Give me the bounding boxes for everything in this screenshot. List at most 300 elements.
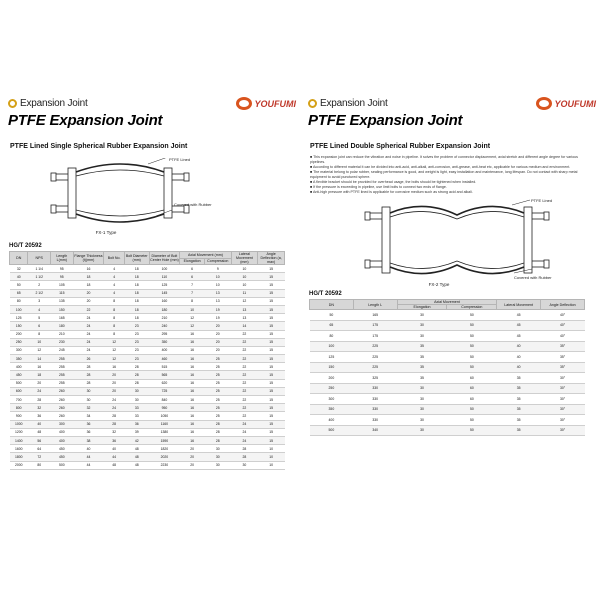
- table-cell: 110: [149, 273, 180, 281]
- table-cell: 20: [104, 387, 125, 395]
- table-cell: 25: [204, 412, 231, 420]
- table-cell: 1050: [149, 412, 180, 420]
- table-cell: 16: [180, 338, 205, 346]
- table-cell: 4: [28, 305, 51, 313]
- table-cell: 38: [73, 436, 104, 444]
- table-cell: 20: [73, 289, 104, 297]
- table-cell: 13: [204, 297, 231, 305]
- table-row: [10, 289, 285, 297]
- table-row: [10, 445, 285, 453]
- right-table-body: [310, 310, 585, 436]
- table-cell: 10: [204, 281, 231, 289]
- table-row: [10, 346, 285, 354]
- table-cell: 30: [397, 394, 447, 405]
- table-cell: 6: [180, 265, 205, 273]
- right-diagram-caption: FX-2 Type: [428, 282, 450, 287]
- left-col-bolt-center: Diameter of Bolt Center Hole (mm): [149, 252, 180, 265]
- table-cell: 60: [447, 383, 497, 394]
- left-col-flange-thickness: Flange Thickness (t)(mm): [73, 252, 104, 265]
- table-cell: 22: [231, 363, 258, 371]
- table-cell: 24: [73, 330, 104, 338]
- table-cell: 180: [149, 305, 180, 313]
- feature-text: If the pressure is exceeding in pipeline, use limit bolts to connect two ends of flange.: [313, 185, 447, 189]
- table-cell: 16: [180, 396, 205, 404]
- table-row: [310, 331, 585, 342]
- table-cell: 23: [124, 322, 149, 330]
- table-cell: 30: [397, 404, 447, 415]
- right-feature-list: [310, 155, 592, 195]
- table-cell: 30: [73, 387, 104, 395]
- table-cell: 100: [149, 265, 180, 273]
- table-row: [10, 330, 285, 338]
- table-cell: 20: [204, 322, 231, 330]
- table-cell: 30: [397, 415, 447, 426]
- left-diagram: [48, 158, 248, 228]
- table-cell: 30: [124, 396, 149, 404]
- table-cell: 30°: [541, 425, 585, 436]
- table-cell: 620: [149, 379, 180, 387]
- table-cell: 36: [104, 436, 125, 444]
- table-cell: 1600: [10, 445, 28, 453]
- left-col-axial-movement: Axial Movement (mm): [180, 252, 231, 259]
- table-cell: 25: [204, 404, 231, 412]
- left-header: [6, 95, 296, 135]
- right-brand-label: Expansion Joint: [320, 97, 388, 109]
- feature-text: According to different material it can be divided into anti-acid, anti-alkali, anti-corrosion, anti-grease, anti-heat etc, applicable for various medium and environment.: [312, 165, 571, 169]
- table-cell: 15: [258, 289, 285, 297]
- table-cell: 8: [104, 330, 125, 338]
- table-cell: 260: [51, 412, 74, 420]
- table-cell: 1 1/4: [28, 265, 51, 273]
- left-callout-rubber: Covered with Rubber: [174, 202, 212, 207]
- table-cell: 28: [73, 371, 104, 379]
- table-cell: 50: [447, 341, 497, 352]
- table-cell: 13: [231, 314, 258, 322]
- table-cell: 22: [231, 387, 258, 395]
- table-row: [310, 373, 585, 384]
- table-cell: 23: [124, 346, 149, 354]
- double-sphere-joint-drawing: [364, 199, 564, 281]
- circle-bullet-icon: [308, 99, 317, 108]
- table-cell: 565: [149, 371, 180, 379]
- right-spec-panel: [306, 95, 596, 510]
- table-cell: 1 1/2: [28, 273, 51, 281]
- table-cell: 48: [124, 461, 149, 469]
- table-cell: 20: [180, 445, 205, 453]
- table-cell: 12: [28, 346, 51, 354]
- table-cell: 16: [180, 404, 205, 412]
- table-cell: 245: [51, 346, 74, 354]
- table-cell: 1160: [149, 420, 180, 428]
- table-cell: 35: [497, 415, 541, 426]
- table-cell: 175: [353, 331, 397, 342]
- table-cell: 20: [28, 379, 51, 387]
- table-row: [10, 355, 285, 363]
- right-callout-ptfe-lined: PTFE Lined: [531, 199, 553, 203]
- table-cell: 500: [10, 379, 28, 387]
- table-cell: 30°: [541, 404, 585, 415]
- table-row: [10, 420, 285, 428]
- table-cell: 56: [28, 436, 51, 444]
- table-row: [10, 322, 285, 330]
- table-cell: 39: [124, 428, 149, 436]
- table-cell: 16: [180, 330, 205, 338]
- table-cell: 25: [204, 396, 231, 404]
- table-cell: 225: [353, 352, 397, 363]
- table-cell: 23: [124, 338, 149, 346]
- table-cell: 22: [231, 412, 258, 420]
- table-cell: 4: [104, 273, 125, 281]
- table-cell: 35: [397, 362, 447, 373]
- table-cell: 40: [28, 420, 51, 428]
- table-cell: 35: [497, 404, 541, 415]
- table-cell: 28: [204, 420, 231, 428]
- left-col-angle: Angle Deflection (a, max): [258, 252, 285, 265]
- table-row: [10, 379, 285, 387]
- table-cell: 4: [104, 265, 125, 273]
- table-row: [10, 436, 285, 444]
- table-row: [310, 310, 585, 321]
- table-cell: 700: [10, 396, 28, 404]
- table-cell: 24: [104, 396, 125, 404]
- table-row: [310, 394, 585, 405]
- table-cell: 15: [258, 322, 285, 330]
- table-cell: 15: [258, 379, 285, 387]
- table-cell: 145: [149, 289, 180, 297]
- table-cell: 210: [51, 330, 74, 338]
- table-cell: 16: [180, 420, 205, 428]
- table-cell: 30: [397, 331, 447, 342]
- table-cell: 28: [231, 445, 258, 453]
- table-cell: 400: [10, 363, 28, 371]
- table-cell: 20: [180, 453, 205, 461]
- table-cell: 34: [73, 412, 104, 420]
- logo-mark-icon: [536, 97, 552, 110]
- table-cell: 400: [149, 346, 180, 354]
- table-cell: 18: [124, 289, 149, 297]
- table-cell: 36: [73, 420, 104, 428]
- right-standard-label: HG/T 20592: [309, 291, 342, 297]
- table-cell: 35: [497, 383, 541, 394]
- table-cell: 950: [149, 404, 180, 412]
- table-row: [10, 412, 285, 420]
- table-cell: 8: [104, 305, 125, 313]
- table-row: [310, 404, 585, 415]
- table-cell: 11: [231, 289, 258, 297]
- table-cell: 42: [124, 436, 149, 444]
- table-cell: 1200: [10, 428, 28, 436]
- table-cell: 16: [180, 346, 205, 354]
- table-cell: 28: [73, 379, 104, 387]
- table-cell: 1400: [10, 436, 28, 444]
- right-main-title: PTFE Expansion Joint: [308, 112, 463, 129]
- table-cell: 35: [397, 341, 447, 352]
- table-cell: 3: [28, 297, 51, 305]
- table-row: [10, 363, 285, 371]
- right-col-lateral: Lateral Movement: [497, 300, 541, 310]
- left-col-compression: Compression: [204, 258, 231, 265]
- table-cell: 28: [124, 379, 149, 387]
- table-cell: 40: [10, 273, 28, 281]
- left-brand-label: Expansion Joint: [20, 97, 88, 109]
- table-cell: 250: [310, 383, 354, 394]
- table-cell: 40°: [541, 310, 585, 321]
- table-cell: 250: [10, 338, 28, 346]
- table-cell: 28: [104, 412, 125, 420]
- table-cell: 15: [258, 305, 285, 313]
- table-cell: 30: [397, 425, 447, 436]
- table-cell: 15: [258, 330, 285, 338]
- table-cell: 24: [73, 338, 104, 346]
- table-cell: 1800: [10, 453, 28, 461]
- table-cell: 1000: [10, 420, 28, 428]
- table-cell: 30: [397, 320, 447, 331]
- table-cell: 15: [258, 404, 285, 412]
- table-cell: 330: [353, 404, 397, 415]
- table-cell: 255: [51, 379, 74, 387]
- right-logo-text: YOUFUMI: [554, 98, 596, 109]
- table-cell: 28: [204, 428, 231, 436]
- left-col-nps: NPS: [28, 252, 51, 265]
- table-cell: 19: [204, 305, 231, 313]
- table-row: [10, 273, 285, 281]
- table-cell: 24: [73, 346, 104, 354]
- table-cell: 12: [104, 338, 125, 346]
- table-cell: 18: [124, 273, 149, 281]
- table-cell: 35: [497, 394, 541, 405]
- feature-bullet: ■ This expansion joint can reduce the vibration and noise in pipeline. It solves the problem of connector displacement, axial stretch and different angle degree for various pipelines.: [310, 155, 578, 164]
- table-cell: 100: [10, 305, 28, 313]
- table-row: [10, 305, 285, 313]
- table-row: [310, 320, 585, 331]
- table-cell: 25: [204, 355, 231, 363]
- left-logo-text: YOUFUMI: [254, 98, 296, 109]
- table-cell: 50: [447, 404, 497, 415]
- table-cell: 30°: [541, 415, 585, 426]
- left-spec-panel: [6, 95, 296, 510]
- table-cell: 50: [447, 352, 497, 363]
- right-table-header-row: [310, 300, 585, 305]
- table-cell: 600: [10, 387, 28, 395]
- table-cell: 15: [258, 355, 285, 363]
- feature-bullet: ■ Anti-high pressure with PTFE lined is applicable for corrosive medium such as strong acid and alkali.: [310, 190, 473, 194]
- left-company-logo: [236, 97, 297, 110]
- table-cell: 15: [258, 297, 285, 305]
- table-cell: 30: [231, 461, 258, 469]
- feature-text: The material belong to polar rubber, sealing performance is good, and weight is light, easy installation and maintenance, long lifespan. Do not contact with sharp metal equipment to avoid punctured sphere.: [310, 170, 578, 179]
- table-cell: 28: [124, 363, 149, 371]
- table-cell: 260: [51, 404, 74, 412]
- table-cell: 30: [124, 387, 149, 395]
- table-cell: 2020: [149, 453, 180, 461]
- table-cell: 350: [149, 338, 180, 346]
- table-cell: 15: [258, 412, 285, 420]
- table-cell: 14: [28, 355, 51, 363]
- table-cell: 35°: [541, 352, 585, 363]
- table-cell: 160: [149, 297, 180, 305]
- table-cell: 50: [447, 320, 497, 331]
- table-cell: 33: [124, 412, 149, 420]
- table-cell: 330: [353, 415, 397, 426]
- table-cell: 260: [51, 387, 74, 395]
- left-col-length: Length L(mm): [51, 252, 74, 265]
- table-cell: 14: [231, 322, 258, 330]
- table-cell: 45: [497, 310, 541, 321]
- table-cell: 32: [28, 404, 51, 412]
- table-cell: 80: [28, 461, 51, 469]
- table-cell: 44: [73, 453, 104, 461]
- table-cell: 16: [73, 265, 104, 273]
- table-cell: 16: [104, 363, 125, 371]
- table-cell: 40°: [541, 331, 585, 342]
- table-cell: 230: [51, 338, 74, 346]
- table-cell: 16: [180, 387, 205, 395]
- left-col-elongation: Elongation: [180, 258, 205, 265]
- table-cell: 460: [149, 355, 180, 363]
- table-cell: 15: [258, 420, 285, 428]
- table-cell: 22: [231, 371, 258, 379]
- table-row: [10, 265, 285, 273]
- table-cell: 5: [28, 314, 51, 322]
- feature-bullet: ■ If the pressure is exceeding in pipeline, use limit bolts to connect two ends of flange.: [310, 185, 447, 189]
- table-cell: 30: [204, 461, 231, 469]
- left-col-bolt-no: Bolt No.: [104, 252, 125, 265]
- table-cell: 240: [149, 322, 180, 330]
- table-cell: 260: [51, 396, 74, 404]
- table-cell: 12: [104, 346, 125, 354]
- table-cell: 13: [204, 289, 231, 297]
- table-cell: 115: [51, 289, 74, 297]
- table-cell: 40: [497, 362, 541, 373]
- table-cell: 32: [73, 404, 104, 412]
- table-cell: 25: [204, 363, 231, 371]
- table-row: [310, 383, 585, 394]
- table-cell: 1820: [149, 445, 180, 453]
- table-cell: 28: [204, 436, 231, 444]
- table-row: [10, 461, 285, 469]
- table-row: [310, 341, 585, 352]
- table-cell: 1380: [149, 428, 180, 436]
- table-cell: 24: [231, 428, 258, 436]
- table-cell: 10: [204, 273, 231, 281]
- table-cell: 7: [180, 281, 205, 289]
- table-cell: 10: [258, 461, 285, 469]
- table-cell: 18: [28, 371, 51, 379]
- table-cell: 4: [104, 289, 125, 297]
- table-cell: 30°: [541, 394, 585, 405]
- table-cell: 32: [10, 265, 28, 273]
- table-cell: 10: [258, 445, 285, 453]
- table-cell: 225: [353, 362, 397, 373]
- table-cell: 16: [180, 412, 205, 420]
- table-cell: 80: [310, 331, 354, 342]
- table-cell: 35: [397, 373, 447, 384]
- table-cell: 65: [10, 289, 28, 297]
- table-cell: 65: [310, 320, 354, 331]
- table-cell: 10: [231, 265, 258, 273]
- feature-text: Anti-high pressure with PTFE lined is applicable for corrosive medium such as strong acid and alkali.: [312, 190, 473, 194]
- table-cell: 350: [10, 355, 28, 363]
- table-row: [10, 387, 285, 395]
- table-row: [310, 425, 585, 436]
- table-cell: 100: [310, 341, 354, 352]
- table-cell: 210: [149, 314, 180, 322]
- table-cell: 330: [353, 394, 397, 405]
- table-cell: 400: [51, 428, 74, 436]
- left-standard-label: HG/T 20592: [9, 243, 42, 249]
- table-cell: 24: [104, 404, 125, 412]
- right-company-logo: [536, 97, 597, 110]
- table-row: [10, 297, 285, 305]
- right-col-axial-movement: Axial Movement: [397, 300, 497, 305]
- table-cell: 18: [124, 297, 149, 305]
- table-cell: 500: [51, 461, 74, 469]
- right-header: [306, 95, 596, 135]
- table-cell: 35°: [541, 362, 585, 373]
- table-cell: 20: [204, 346, 231, 354]
- table-cell: 23: [124, 355, 149, 363]
- table-cell: 22: [73, 305, 104, 313]
- table-cell: 255: [51, 371, 74, 379]
- table-cell: 15: [258, 396, 285, 404]
- table-cell: 24: [231, 436, 258, 444]
- table-row: [10, 338, 285, 346]
- right-spec-table: [309, 299, 585, 436]
- table-cell: 165: [353, 310, 397, 321]
- table-cell: 12: [180, 322, 205, 330]
- right-col-angle: Angle Deflection: [541, 300, 585, 310]
- table-cell: 80: [10, 297, 28, 305]
- feature-text: A flexible bracket should be provided for overhead usage, the bolts should be tightened when installed.: [312, 180, 477, 184]
- table-cell: 300: [51, 420, 74, 428]
- table-cell: 22: [231, 346, 258, 354]
- table-cell: 30: [397, 383, 447, 394]
- table-cell: 28: [104, 420, 125, 428]
- table-row: [310, 352, 585, 363]
- table-cell: 450: [51, 445, 74, 453]
- table-cell: 24: [73, 322, 104, 330]
- left-table-body: [10, 265, 285, 470]
- table-cell: 15: [258, 387, 285, 395]
- table-cell: 25: [204, 371, 231, 379]
- left-col-bolt-diameter: Bolt Diameter (mm): [124, 252, 149, 265]
- left-callout-ptfe-lined: PTFE Lined: [169, 158, 191, 162]
- table-cell: 50: [447, 362, 497, 373]
- table-cell: 20: [104, 379, 125, 387]
- table-cell: 15: [258, 363, 285, 371]
- table-cell: 725: [149, 387, 180, 395]
- circle-bullet-icon: [8, 99, 17, 108]
- table-cell: 22: [231, 338, 258, 346]
- table-cell: 40: [104, 445, 125, 453]
- table-cell: 20: [73, 297, 104, 305]
- table-cell: 24: [231, 420, 258, 428]
- table-row: [10, 314, 285, 322]
- right-callout-rubber: Covered with Rubber: [514, 275, 552, 280]
- table-cell: 48: [124, 445, 149, 453]
- table-cell: 800: [10, 404, 28, 412]
- table-cell: 2000: [10, 461, 28, 469]
- table-cell: 50: [10, 281, 28, 289]
- table-cell: 40: [497, 352, 541, 363]
- table-cell: 450: [51, 453, 74, 461]
- table-cell: 2: [28, 281, 51, 289]
- table-cell: 135: [51, 297, 74, 305]
- table-cell: 18: [124, 305, 149, 313]
- feature-bullet: ■ A flexible bracket should be provided for overhead usage, the bolts should be tightened when installed.: [310, 180, 477, 184]
- table-cell: 10: [258, 453, 285, 461]
- single-sphere-joint-drawing: [48, 158, 248, 228]
